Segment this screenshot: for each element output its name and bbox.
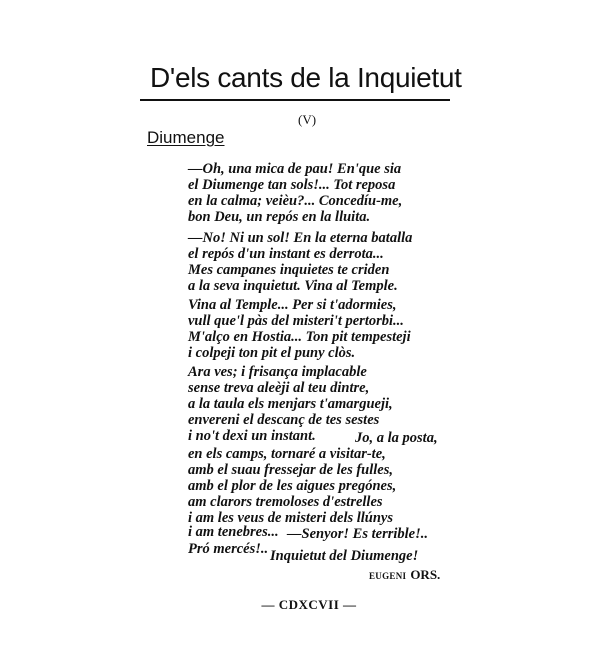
poem-line: i no't dexi un instant. xyxy=(188,428,316,444)
poem-line: en els camps, tornaré a visitar-te, xyxy=(188,446,386,462)
part-number: (V) xyxy=(298,112,317,127)
poem-line: en la calma; veièu?... Concedíu-me, xyxy=(188,193,403,209)
poem-line: a la seva inquietut. Vina al Temple. xyxy=(188,278,398,294)
poem-line: envereni el descanç de tes sestes xyxy=(188,412,380,428)
poem-line: —Oh, una mica de pau! En'que sia xyxy=(188,161,402,177)
author-first-name: EUGENI xyxy=(369,571,407,581)
poem-line: vull que'l pàs del misteri't pertorbi... xyxy=(188,313,404,329)
poem-line: i colpeji ton pit el puny clòs. xyxy=(188,345,356,361)
poem-line: M'alço en Hostia... Ton pit tempesteji xyxy=(188,329,411,345)
page-number: — CDXCVII — xyxy=(261,597,357,612)
poem-line: amb el suau fressejar de les fulles, xyxy=(188,462,394,478)
poem-line: —No! Ni un sol! En la eterna batalla xyxy=(188,230,413,246)
poem-line: i am les veus de misteri dels llúnys xyxy=(188,510,394,526)
poem-line: el repós d'un instant es derrota... xyxy=(188,246,384,262)
poem-line: Inquietut del Diumenge! xyxy=(270,548,419,564)
title-rule xyxy=(140,99,450,101)
author-last-name: ORS. xyxy=(410,567,441,582)
poem-line: amb el plor de les aigues pregónes, xyxy=(188,478,397,494)
poem-line: i am tenebres... xyxy=(188,524,279,540)
poem-line: am clarors tremoloses d'estrelles xyxy=(188,494,383,510)
poem-line: bon Deu, un repós en la lluita. xyxy=(188,209,371,225)
poem-line: —Senyor! Es terrible!.. xyxy=(287,526,428,542)
poem-line: Mes campanes inquietes te criden xyxy=(188,262,390,278)
poem-line: sense treva aleèji al teu dintre, xyxy=(188,380,370,396)
poem-line: Jo, a la posta, xyxy=(355,430,438,446)
page-title: D'els cants de la Inquietut xyxy=(150,62,462,93)
poem-line: a la taula els menjars t'amargueji, xyxy=(188,396,393,412)
poem-line: Ara ves; i frisança implacable xyxy=(188,364,367,380)
subtitle: Diumenge xyxy=(147,128,225,147)
poem-line: el Diumenge tan sols!... Tot reposa xyxy=(188,177,396,193)
author-signature xyxy=(369,568,440,583)
poem-line: Pró mercés!.. xyxy=(188,541,269,557)
poem-line: Vina al Temple... Per si t'adormies, xyxy=(188,297,397,313)
